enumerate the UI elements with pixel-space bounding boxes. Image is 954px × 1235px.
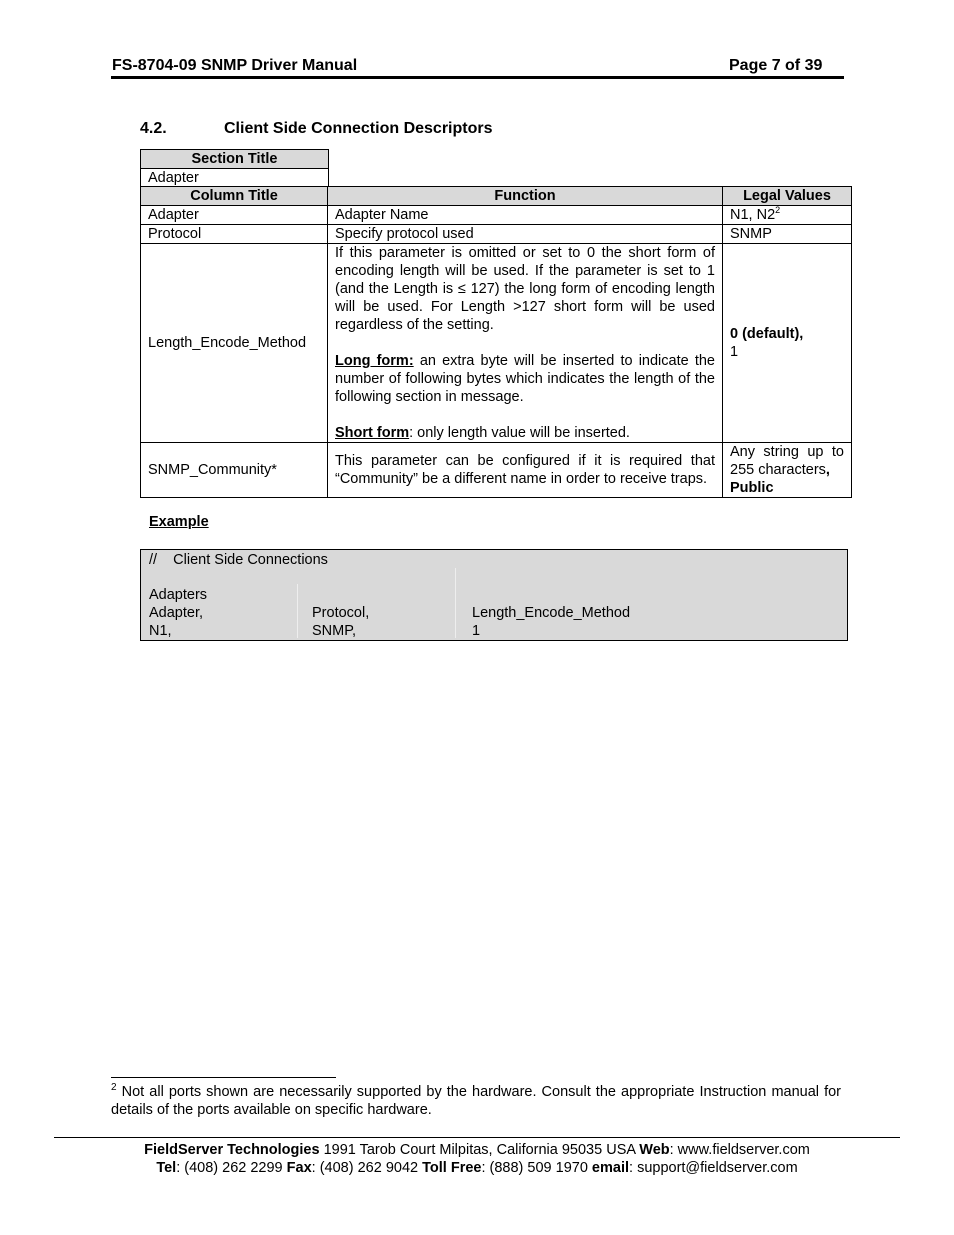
footer-line-2: Tel: (408) 262 2299 Fax: (408) 262 9042 Toll Free: (888) 509 1970 email: support@fieldserver.com bbox=[156, 1160, 798, 1176]
example-heading: Example bbox=[149, 514, 209, 530]
column-title-header: Column Title bbox=[141, 187, 328, 206]
table-row bbox=[141, 225, 852, 244]
table-row bbox=[141, 244, 852, 443]
code-header-protocol: Protocol, bbox=[312, 605, 370, 621]
code-value-protocol: SNMP, bbox=[312, 623, 357, 639]
function-header: Function bbox=[328, 187, 723, 206]
legal-values-header: Legal Values bbox=[723, 187, 852, 206]
short-form-paragraph: Short form: only length value will be inserted. bbox=[335, 425, 630, 441]
document-title: FS-8704-09 SNMP Driver Manual bbox=[112, 57, 358, 74]
footer-rule bbox=[54, 1137, 900, 1138]
code-header-adapter: Adapter, bbox=[149, 605, 204, 621]
table-row bbox=[141, 443, 852, 498]
function-paragraph: If this parameter is omitted or set to 0 the short form of encoding length will be used. If the parameter is set to 1 (and the Length is ≤ 127) the long form of encoding length will be used. For Length >127 short form will be used regardless of the setting. bbox=[335, 245, 715, 333]
footnote-ref: 2 bbox=[775, 205, 781, 215]
row-title: SNMP_Community* bbox=[141, 443, 328, 498]
row-title: Protocol bbox=[141, 225, 328, 244]
column-header-row bbox=[141, 187, 852, 206]
long-form-paragraph: Long form: an extra byte will be inserted to indicate the number of following bytes which indicates the length of the following section in message. bbox=[335, 353, 715, 405]
table-row bbox=[141, 206, 852, 225]
section-table-value: Adapter bbox=[141, 169, 329, 188]
row-function: This parameter can be configured if it is required that “Community” be a different name in order to receive traps. bbox=[328, 443, 723, 498]
row-legal: 0 (default), 1 bbox=[723, 244, 852, 443]
section-table bbox=[140, 149, 329, 188]
header-rule bbox=[111, 76, 844, 79]
code-value-length: 1 bbox=[472, 623, 481, 639]
code-value-adapter: N1, bbox=[149, 623, 172, 639]
descriptor-table bbox=[140, 186, 852, 498]
section-title: Client Side Connection Descriptors bbox=[224, 120, 493, 137]
code-comment: // Client Side Connections bbox=[149, 552, 328, 568]
section-table-header: Section Title bbox=[141, 150, 329, 169]
row-legal: N1, $N2^2$ bbox=[723, 206, 852, 225]
page-number: Page 7 of 39 bbox=[729, 57, 823, 74]
section-number: 4.2. bbox=[140, 120, 167, 137]
example-code-block bbox=[140, 549, 848, 641]
footnote: $^2$ Not all ports shown are necessarily supported by the hardware. Consult the appropriate Instruction manual for details of the ports available on specific hardware. bbox=[111, 1082, 841, 1118]
footnote-rule bbox=[111, 1077, 336, 1078]
row-legal: SNMP bbox=[723, 225, 852, 244]
row-function bbox=[328, 244, 723, 443]
row-title: Length_Encode_Method bbox=[141, 244, 328, 443]
row-title: Adapter bbox=[141, 206, 328, 225]
code-keyword: Adapters bbox=[149, 587, 208, 603]
code-header-length: Length_Encode_Method bbox=[472, 605, 631, 621]
footer-line-1: FieldServer Technologies 1991 Tarob Court Milpitas, California 95035 USA Web: www.fieldserver.com bbox=[144, 1142, 810, 1158]
row-function: Specify protocol used bbox=[328, 225, 723, 244]
row-legal: Any string up to 255 characters, Public bbox=[723, 443, 852, 498]
row-function: Adapter Name bbox=[328, 206, 723, 225]
